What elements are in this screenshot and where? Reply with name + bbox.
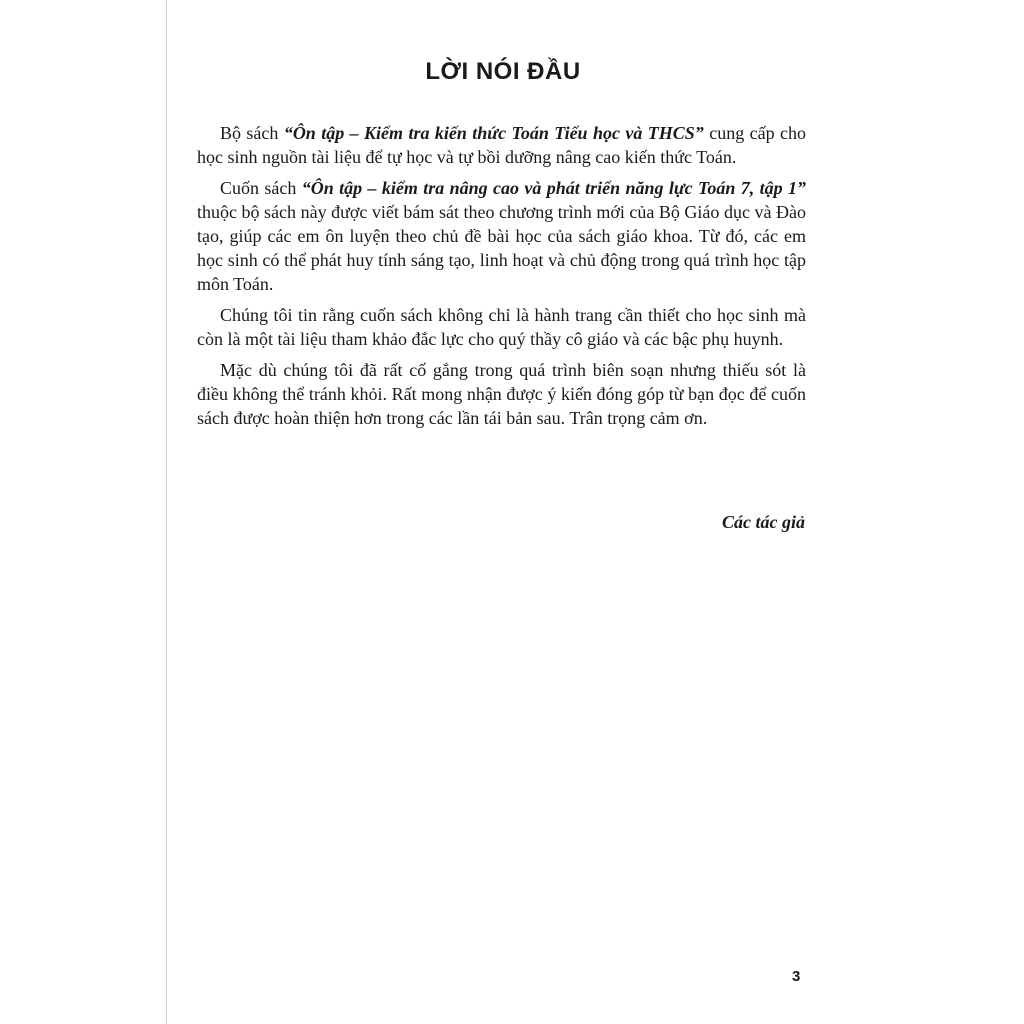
page-edge-line [166,0,167,1024]
page-title: LỜI NÓI ĐẦU [425,58,581,85]
paragraph-3 [197,303,806,351]
preface-body [197,121,806,437]
paragraph-4 [197,358,806,430]
paragraph-1-text-start: Bộ sách [220,123,284,143]
paragraph-2-text-end: thuộc bộ sách này được viết bám sát theo chương trình mới của Bộ Giáo dục và Đào tạo, giúp các em ôn luyện theo chủ đề bài học của sách giáo khoa. Từ đó, các em học sinh có thể phát huy tính sáng tạo, linh hoạt và chủ động trong quá trình học tập môn Toán. [197,202,806,294]
paragraph-3-text: Chúng tôi tin rằng cuốn sách không chỉ là hành trang cần thiết cho học sinh mà còn là một tài liệu tham khảo đắc lực cho quý thầy cô giáo và các bậc phụ huynh. [197,305,806,349]
page-number: 3 [792,968,801,985]
paragraph-2-book-title: “Ôn tập – kiểm tra nâng cao và phát triển năng lực Toán 7, tập 1” [301,178,806,198]
signature-authors: Các tác giả [722,512,805,532]
paragraph-1-book-series-title: “Ôn tập – Kiểm tra kiến thức Toán Tiểu học và THCS” [283,123,704,143]
paragraph-1 [197,121,806,169]
paragraph-2 [197,176,806,296]
paragraph-4-text: Mặc dù chúng tôi đã rất cố gắng trong quá trình biên soạn nhưng thiếu sót là điều không thể tránh khỏi. Rất mong nhận được ý kiến đóng góp từ bạn đọc để cuốn sách được hoàn thiện hơn trong các lần tái bản sau. Trân trọng cảm ơn. [197,360,806,428]
paragraph-1-text-end: cung cấp cho học sinh nguồn tài liệu để tự học và tự bồi dưỡng nâng cao kiến thức Toán. [197,123,806,167]
paragraph-2-text-start: Cuốn sách [220,178,302,198]
